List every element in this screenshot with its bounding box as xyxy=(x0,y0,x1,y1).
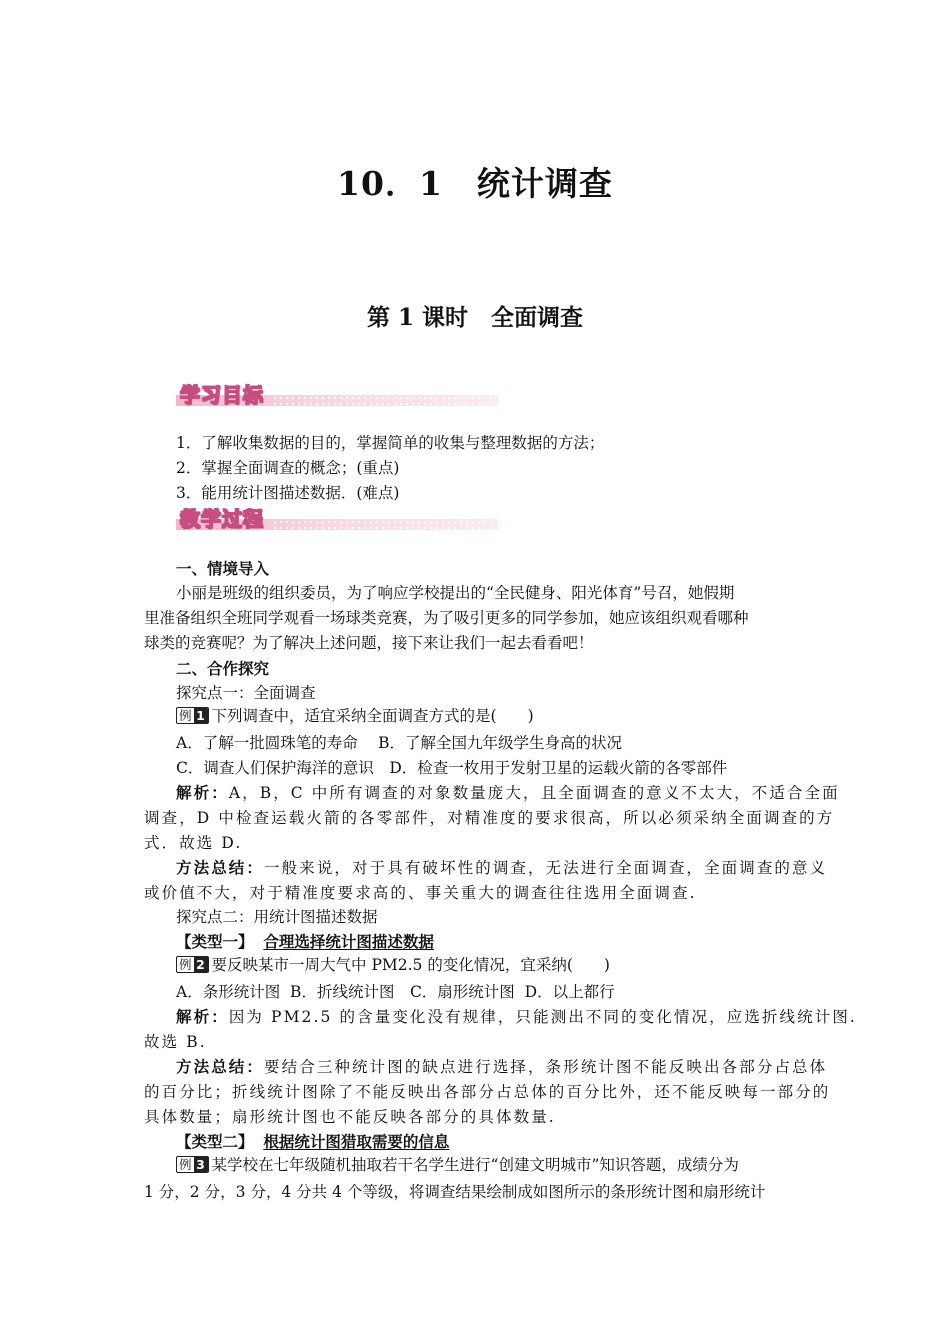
example-badge: 例 2 xyxy=(176,956,209,973)
example-3-question: 例 3 某学校在七年级随机抽取若干名学生进行“创建文明城市”知识答题，成绩分为 xyxy=(176,1155,739,1175)
paragraph-line: 式．故选 D. xyxy=(144,834,243,852)
explore-point-1: 探究点一：全面调查 xyxy=(176,684,316,702)
goal-item-1: 1．了解收集数据的目的，掌握简单的收集与整理数据的方法； xyxy=(176,434,605,452)
paragraph-line: 具体数量；扇形统计图也不能反映各部分的具体数量. xyxy=(144,1108,556,1126)
learning-goals-banner xyxy=(176,381,498,409)
example-2-options: A．条形统计图 B．折线统计图 C．扇形统计图 D．以上都行 xyxy=(176,983,615,1001)
example-1-options-cd: C．调查人们保护海洋的意识 D．检查一枚用于发射卫星的运载火箭的各零部件 xyxy=(176,759,728,777)
lesson-subtitle: 第 1 课时 全面调查 xyxy=(366,304,584,331)
paragraph-line: 小丽是班级的组织委员，为了响应学校提出的“全民健身、阳光体育”号召，她假期 xyxy=(176,584,735,602)
explore-point-2: 探究点二：用统计图描述数据 xyxy=(176,908,378,926)
banner-label: 学习目标 xyxy=(180,383,264,407)
paragraph-line: 1 分，2 分，3 分，4 分共 4 个等级，将调查结果绘制成如图所示的条形统计图和扇形统计 xyxy=(144,1183,766,1201)
example-badge: 例 3 xyxy=(176,1156,209,1173)
goal-item-2: 2．掌握全面调查的概念；(重点) xyxy=(176,459,400,477)
example-1-method: 方法总结：一般来说，对于具有破坏性的调查，无法进行全面调查，全面调查的意义 xyxy=(176,858,828,877)
paragraph-line: 的百分比；折线统计图除了不能反映出各部分占总体的百分比外，还不能反映每一部分的 xyxy=(144,1083,831,1101)
section-heading: 二、合作探究 xyxy=(176,659,270,678)
document-title: 10．1 统计调查 xyxy=(337,164,613,203)
paragraph-line: 故选 B. xyxy=(144,1033,207,1051)
example-2-question: 例 2 要反映某市一周大气中 PM2.5 的变化情况，宜采纳( ) xyxy=(176,955,610,975)
example-1-question: 例 1 下列调查中，适宜采纳全面调查方式的是( ) xyxy=(176,706,534,726)
example-badge: 例 1 xyxy=(176,707,209,724)
example-2-analysis: 解析：因为 PM2.5 的含量变化没有规律，只能测出不同的变化情况，应选折线统计图. xyxy=(176,1007,857,1026)
paragraph-line: 球类的竞赛呢？为了解决上述问题，接下来让我们一起去看看吧！ xyxy=(144,634,594,652)
type-1-heading: 【类型一】 合理选择统计图描述数据 xyxy=(176,932,434,951)
section-heading: 一、情境导入 xyxy=(176,559,270,578)
paragraph-line: 或价值不大，对于精准度要求高的、事关重大的调查往往选用全面调查. xyxy=(144,884,697,902)
example-1-options-ab: A．了解一批圆珠笔的寿命 B．了解全国九年级学生身高的状况 xyxy=(176,734,623,752)
teaching-process-banner xyxy=(176,505,498,533)
goal-item-3: 3．能用统计图描述数据．(难点) xyxy=(176,484,400,502)
paragraph-line: 调查，D 中检查运载火箭的各零部件，对精准度的要求很高，所以必须采纳全面调查的方 xyxy=(144,809,835,827)
example-2-method: 方法总结：要结合三种统计图的缺点进行选择，条形统计图不能反映出各部分占总体 xyxy=(176,1057,828,1076)
example-1-analysis: 解析：A，B，C 中所有调查的对象数量庞大，且全面调查的意义不太大，不适合全面 xyxy=(176,783,840,802)
banner-label: 教学过程 xyxy=(180,507,264,531)
type-2-heading: 【类型二】 根据统计图猎取需要的信息 xyxy=(176,1132,450,1151)
paragraph-line: 里准备组织全班同学观看一场球类竞赛，为了吸引更多的同学参加，她应该组织观看哪种 xyxy=(144,609,749,627)
